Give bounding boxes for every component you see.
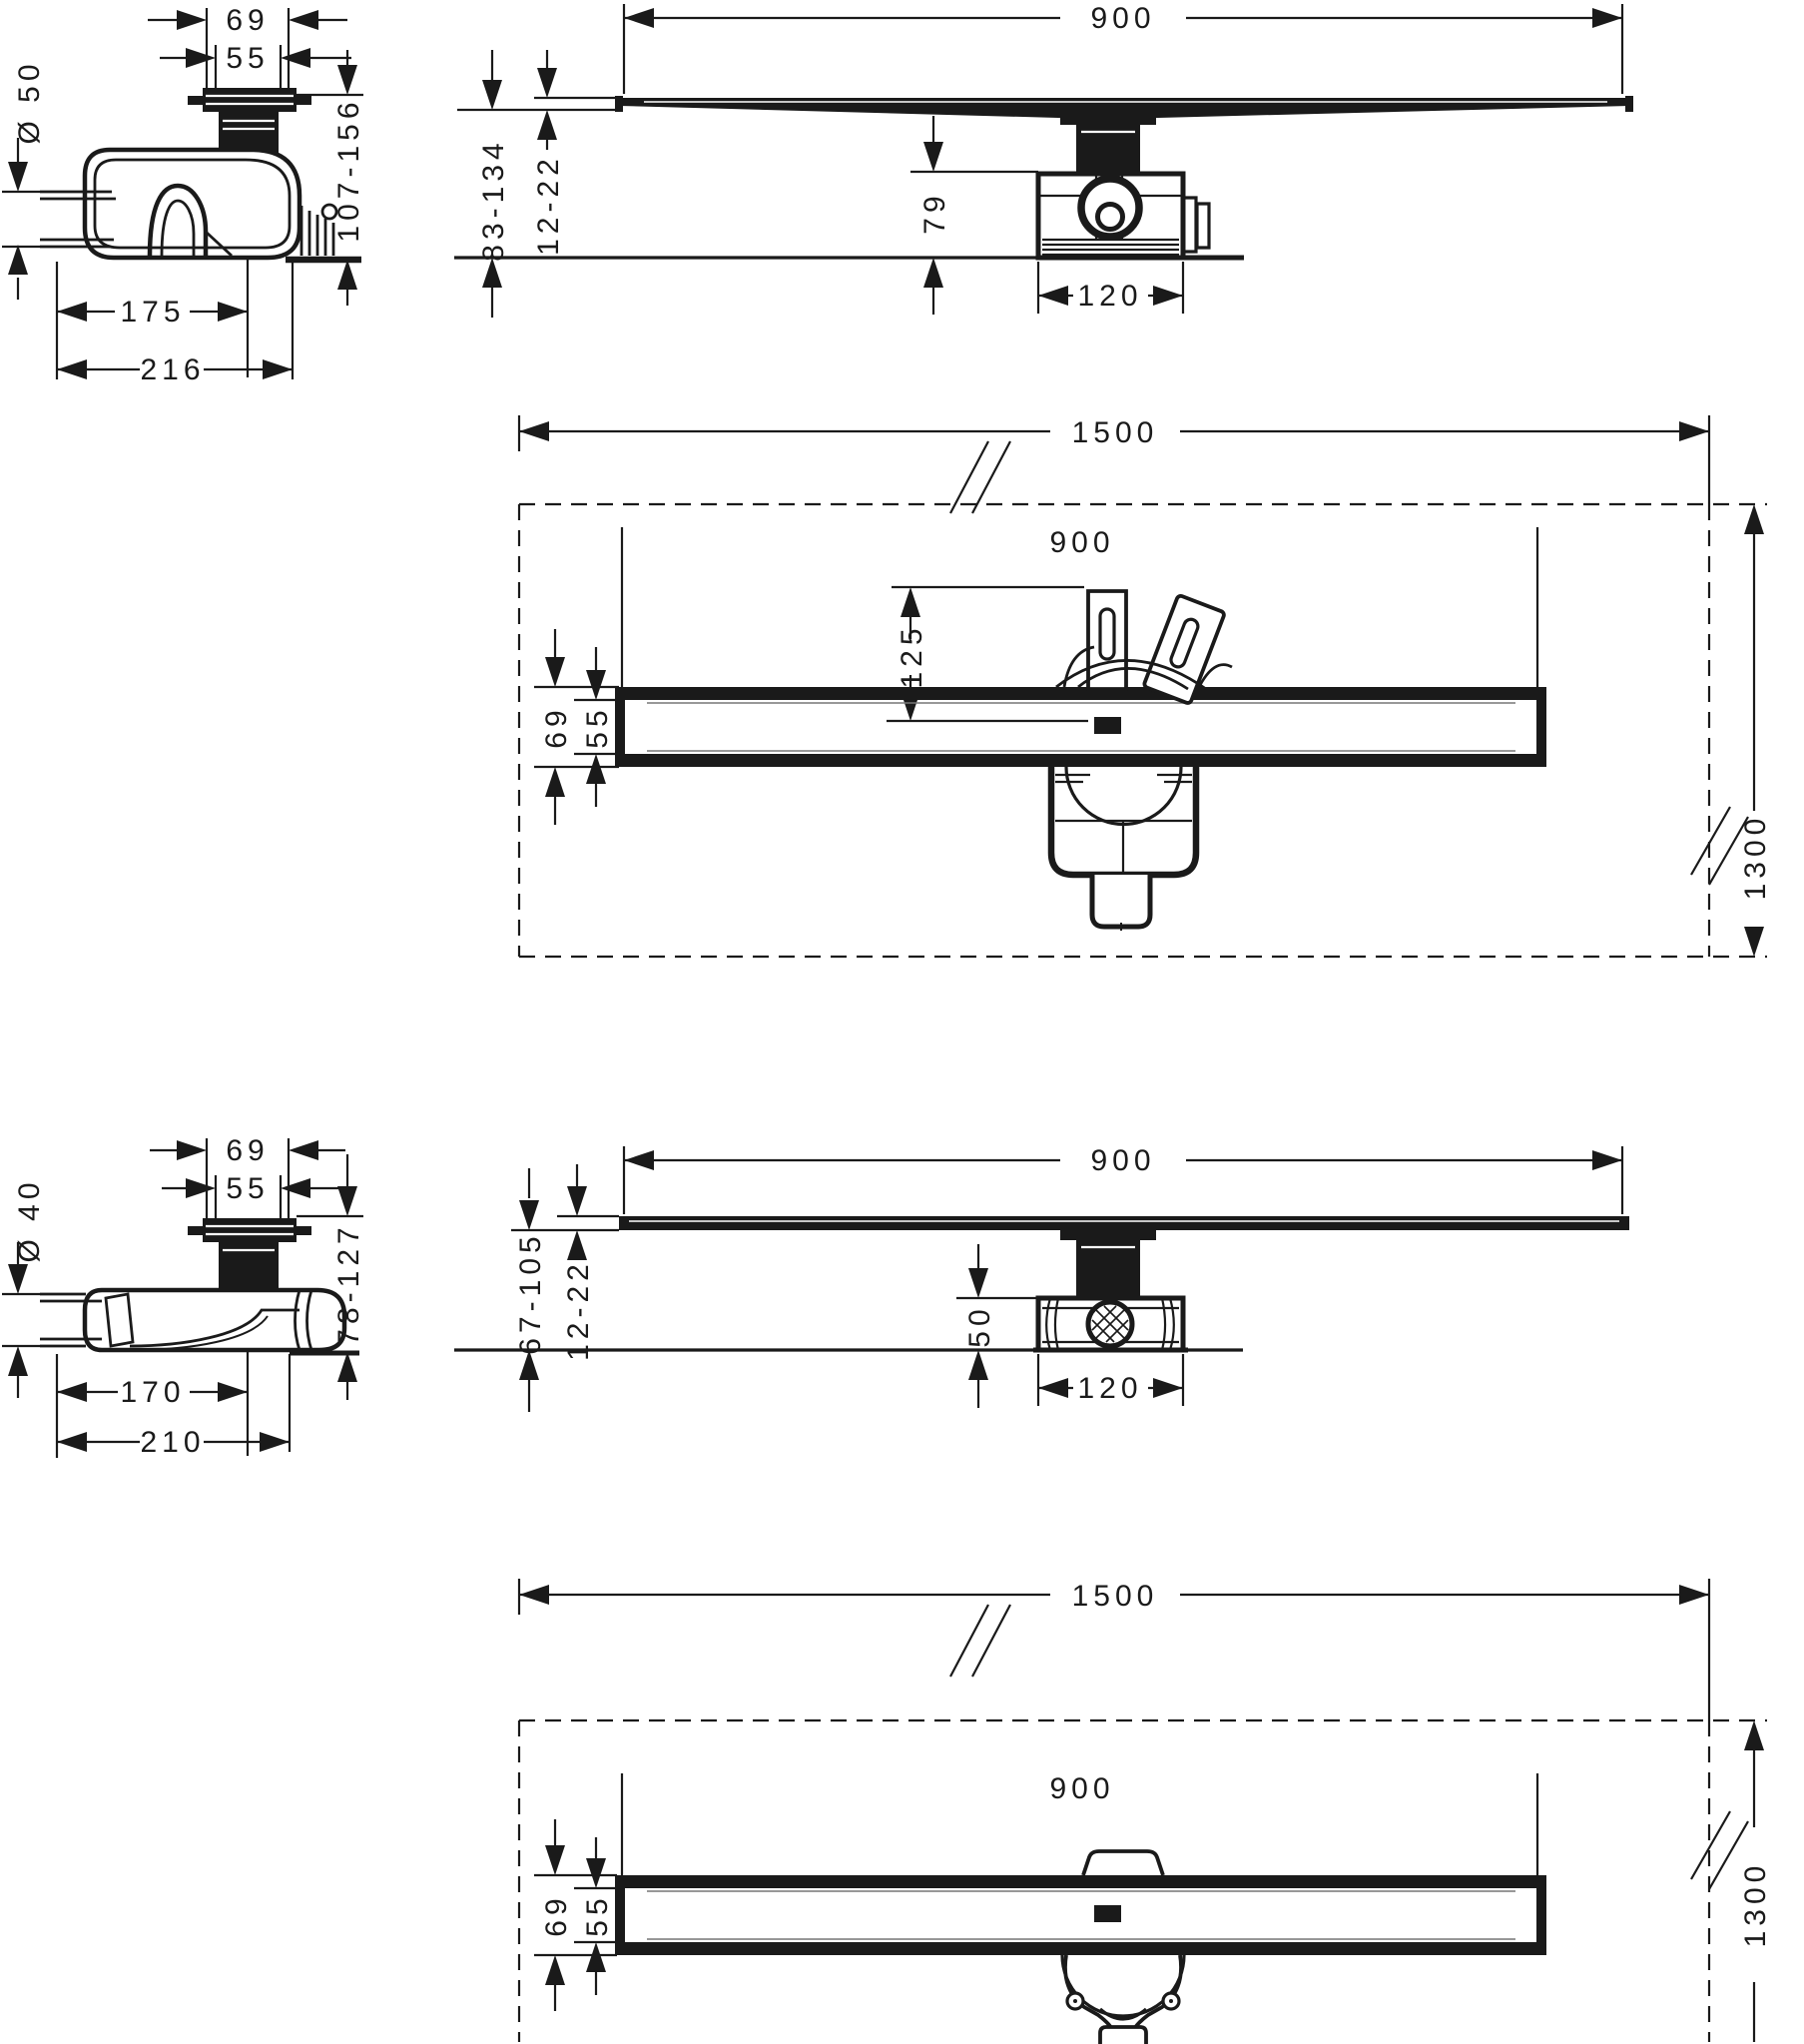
view-side-flat-trap: [2, 1134, 365, 1459]
dim-label-length: 900: [1090, 2, 1156, 35]
view-side-high-trap: [2, 4, 365, 386]
trap-outlet: [1092, 875, 1150, 927]
view-plan-flat-trap: [519, 1579, 1772, 2044]
extension-lines: [519, 1579, 1709, 1955]
drain-flange-riser: [188, 1218, 311, 1290]
dim-label-length: 210: [140, 1426, 206, 1459]
mounting-plate-slot: [1100, 609, 1114, 659]
dimension-lines: [492, 18, 1622, 318]
dim-label-inner: 55: [581, 1893, 614, 1937]
channel-inner-lines: [647, 1891, 1515, 1939]
dim-label-pipe-dia: Ø 50: [13, 59, 46, 145]
dim-label-top-range: 12-22: [532, 154, 565, 256]
trap-outlet: [1100, 2027, 1146, 2044]
dim-label-trap-height: 50: [963, 1304, 996, 1348]
dim-label-trap-height: 79: [918, 191, 951, 235]
side-bracket: [1183, 198, 1209, 252]
dim-label-depth-range: 83-134: [477, 138, 510, 262]
dim-label-inner: 55: [581, 705, 614, 749]
dim-label-length: 900: [1049, 1772, 1115, 1805]
dim-label-depth-range: 67-105: [514, 1231, 547, 1355]
view-front-high-trap: [454, 2, 1633, 318]
outlet-socket-inner: [1098, 205, 1123, 230]
dim-label-span: 1500: [1071, 416, 1159, 449]
dim-label-trap-width: 120: [1077, 1372, 1143, 1405]
channel-inner-lines: [647, 703, 1515, 751]
dim-label-length: 900: [1090, 1144, 1156, 1177]
trap-body-outline: [85, 150, 300, 258]
dim-label-outer: 69: [540, 1893, 573, 1937]
view-front-flat-trap: [454, 1144, 1629, 1412]
dim-label-length: 216: [140, 353, 206, 386]
dim-label-pipe-dia: Ø 40: [13, 1177, 46, 1263]
dim-label-height-range: 78-127: [332, 1222, 365, 1346]
dim-label-flange-inner: 55: [226, 42, 270, 75]
channel-slot: [1094, 1905, 1121, 1922]
dim-label-flange-outer: 69: [226, 1134, 270, 1167]
view-plan-high-trap: [519, 415, 1772, 957]
dimension-lines: [529, 1160, 1622, 1412]
dim-label-offset: 125: [896, 623, 928, 689]
dim-label-flange-outer: 69: [226, 4, 270, 37]
extension-lines: [457, 4, 1622, 314]
dimension-arrows: [482, 8, 1622, 306]
dim-label-flange-inner: 55: [226, 1172, 270, 1205]
dim-label-top-range: 12-22: [562, 1259, 595, 1361]
channel-profile: [619, 1216, 1629, 1230]
dimension-arrows: [519, 1150, 1622, 1398]
channel-body: [615, 1875, 1546, 1955]
dim-label-outlet-dist: 175: [120, 296, 186, 329]
dimension-lines: [519, 1595, 1754, 2042]
dimension-arrows: [519, 1585, 1764, 1985]
extension-lines: [511, 1146, 1622, 1406]
riser-flange: [1060, 1230, 1156, 1298]
channel-top-tab: [1083, 1851, 1163, 1875]
dim-label-side: 1300: [1739, 813, 1772, 901]
dim-label-side: 1300: [1739, 1860, 1772, 1948]
channel-body: [615, 687, 1546, 767]
screw-right-dot: [1169, 1999, 1173, 2003]
dim-label-height-range: 107-156: [332, 97, 365, 243]
break-marks: [950, 1605, 1748, 1889]
riser-flange: [1060, 114, 1156, 174]
dim-label-outlet-dist: 170: [120, 1376, 186, 1409]
channel-slot: [1094, 717, 1121, 734]
dim-label-trap-width: 120: [1077, 280, 1143, 313]
dim-label-length: 900: [1049, 526, 1115, 559]
screw-left-dot: [1073, 1999, 1077, 2003]
dim-label-span: 1500: [1071, 1580, 1159, 1613]
dim-label-outer: 69: [540, 705, 573, 749]
